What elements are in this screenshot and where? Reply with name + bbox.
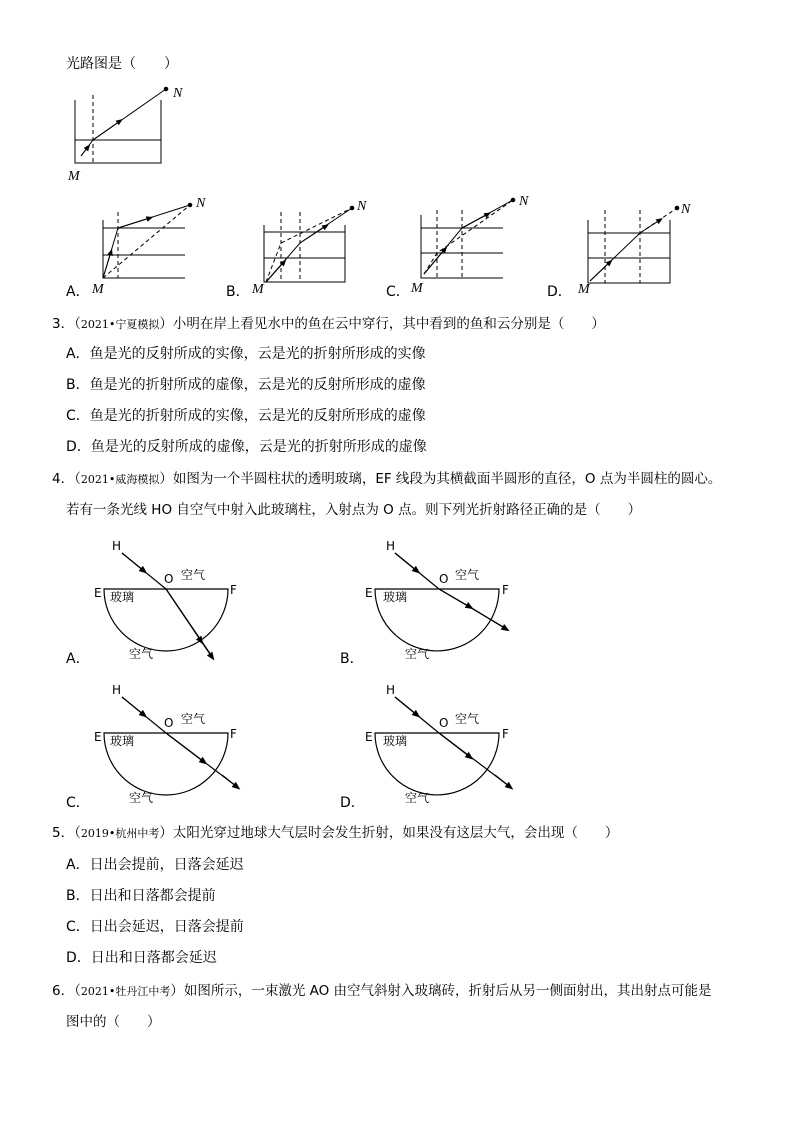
fig-a-n-label: N	[196, 196, 206, 211]
fig-option-letter-c[interactable]: C．	[386, 284, 410, 300]
q4c-air-top: 空气	[181, 712, 206, 726]
q4a-air-top: 空气	[181, 568, 206, 582]
q4d-o: O	[439, 716, 449, 730]
figure-option-a	[103, 203, 192, 278]
q3-option-c[interactable]: C．鱼是光的折射所成的实像，云是光的反射所形成的虚像	[66, 408, 426, 424]
fig-option-letter-a[interactable]: A．	[66, 284, 90, 300]
q4-option-letter-b[interactable]: B．	[340, 651, 364, 667]
q5-option-b[interactable]: B．日出和日落都会提前	[66, 888, 216, 904]
q3-option-b[interactable]: B．鱼是光的折射所成的虚像，云是光的反射所形成的虚像	[66, 377, 426, 393]
question-intro: 光路图是（ ）	[66, 56, 178, 72]
fig-option-letter-d[interactable]: D．	[547, 284, 572, 300]
q4a-o: O	[164, 572, 174, 586]
q3-number: 3．（	[52, 316, 81, 332]
q4-number: 4．（	[52, 471, 81, 487]
q4c-h: H	[112, 683, 122, 697]
fig-b-n-label: N	[357, 199, 367, 214]
q4d-glass: 玻璃	[383, 734, 408, 748]
q4a-e: E	[94, 586, 102, 600]
q3-option-d[interactable]: D．鱼是光的反射所成的虚像，云是光的折射所形成的虚像	[66, 439, 427, 455]
q5-source: 2019•杭州中考	[80, 827, 160, 840]
fig-c-m-label: M	[411, 281, 423, 296]
q3-text: ）小明在岸上看见水中的鱼在云中穿行，其中看到的鱼和云分别是（ ）	[159, 316, 605, 332]
fig-top-n-label: N	[173, 86, 183, 101]
question-5-stem	[52, 824, 618, 843]
q4c-e: E	[94, 730, 102, 744]
q6-source: 2021•牡丹江中考	[80, 985, 171, 998]
figure-option-b	[264, 206, 354, 282]
figure-option-d	[588, 206, 679, 283]
q4-option-letter-d[interactable]: D．	[340, 795, 365, 811]
q4-option-letter-c[interactable]: C．	[66, 795, 90, 811]
q3-option-a[interactable]: A．鱼是光的反射所成的实像，云是光的折射所形成的实像	[66, 346, 426, 362]
q4a-h: H	[112, 539, 122, 553]
q4c-o: O	[164, 716, 174, 730]
q4b-air-bottom: 空气	[405, 647, 430, 661]
question-4-stem	[52, 470, 721, 489]
question-6-stem-line2: 图中的（ ）	[66, 1014, 161, 1030]
fig-d-m-label: M	[578, 282, 590, 297]
q5-option-d[interactable]: D．日出和日落都会延迟	[66, 950, 217, 966]
fig-c-n-label: N	[519, 194, 529, 209]
q4c-f: F	[230, 727, 237, 741]
q5-option-c[interactable]: C．日出会延迟，日落会提前	[66, 919, 244, 935]
q4a-air-bottom: 空气	[129, 647, 154, 661]
q6-text: ）如图所示，一束激光 AO 由空气斜射入玻璃砖，折射后从另一侧面射出，其出射点可能是	[170, 983, 712, 999]
q4b-glass: 玻璃	[383, 590, 408, 604]
q4c-glass: 玻璃	[110, 734, 135, 748]
q4-option-letter-a[interactable]: A．	[66, 651, 90, 667]
q4d-e: E	[365, 730, 373, 744]
fig-option-letter-b[interactable]: B．	[226, 284, 250, 300]
q4a-f: F	[230, 583, 237, 597]
q5-number: 5．（	[52, 825, 81, 841]
q4d-h: H	[386, 683, 396, 697]
question-3-stem	[52, 315, 605, 334]
question-4-stem-line2: 若有一条光线 HO 自空气中射入此玻璃柱，入射点为 O 点。则下列光折射路径正确的是（ ）	[66, 502, 642, 518]
q4c-air-bottom: 空气	[129, 791, 154, 805]
figure-option-c	[421, 198, 515, 278]
q4a-glass: 玻璃	[110, 590, 135, 604]
q4d-air-top: 空气	[455, 712, 480, 726]
figure-top-container	[75, 87, 168, 163]
fig-d-n-label: N	[681, 202, 691, 217]
q4b-o: O	[439, 572, 449, 586]
q4-text: ）如图为一个半圆柱状的透明玻璃，EF 线段为其横截面半圆形的直径，O 点为半圆柱的圆心。	[159, 471, 722, 487]
q6-number: 6．（	[52, 983, 81, 999]
fig-a-m-label: M	[92, 282, 104, 297]
q4b-e: E	[365, 586, 373, 600]
q5-text: ）太阳光穿过地球大气层时会发生折射，如果没有这层大气，会出现（ ）	[159, 825, 619, 841]
q4-figure-a	[104, 553, 228, 657]
q4-source: 2021•威海模拟	[80, 473, 160, 486]
fig-top-m-label: M	[68, 169, 80, 184]
q4b-h: H	[386, 539, 396, 553]
q4b-f: F	[502, 583, 509, 597]
q5-option-a[interactable]: A．日出会提前，日落会延迟	[66, 857, 244, 873]
q4d-f: F	[502, 727, 509, 741]
q4d-air-bottom: 空气	[405, 791, 430, 805]
q3-source: 2021•宁夏模拟	[80, 318, 160, 331]
question-6-stem	[52, 982, 712, 1001]
q4b-air-top: 空气	[455, 568, 480, 582]
fig-b-m-label: M	[252, 282, 264, 297]
